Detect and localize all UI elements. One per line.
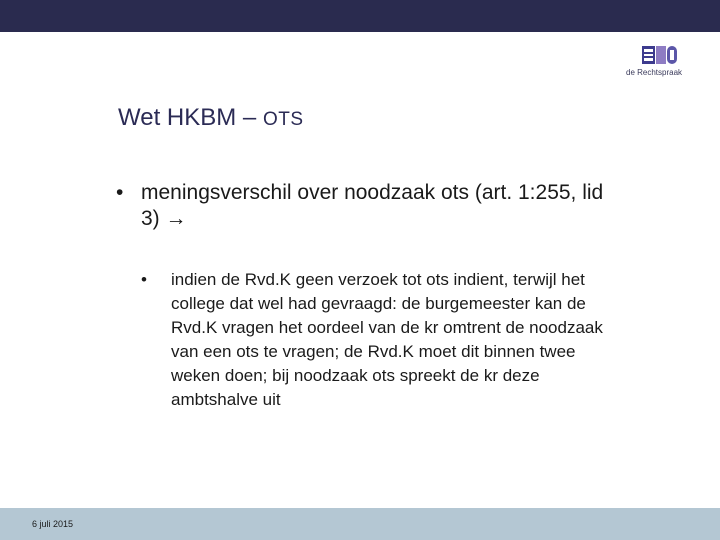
top-bar (0, 0, 720, 32)
slide-title-main: Wet HKBM – (118, 104, 263, 131)
slide-title (118, 104, 304, 132)
bottom-bar (0, 508, 720, 540)
bullet-1-content: meningsverschil over noodzaak ots (art. 1:255, lid 3) (141, 181, 604, 230)
slide-title-sub: OTS (262, 109, 304, 130)
rechtspraak-logo-icon (642, 44, 678, 66)
rechtspraak-logo (622, 44, 694, 80)
bullet-dot: • (116, 181, 124, 204)
bullet-1-text (141, 180, 621, 232)
arrow-right-icon: → (165, 207, 187, 230)
footer-date: 6 juli 2015 (32, 519, 74, 529)
bullet-2-text: indien de Rvd.K geen verzoek tot ots indient, terwijl het college dat wel had gevraagd: de burgemeester kan de Rvd.K vragen het oordeel van de kr omtrent de noodzaak van een ots te vragen; de Rvd.K moet dit binnen twee weken doen; bij noodzaak ots spreekt de kr deze ambtshalve uit (171, 270, 603, 409)
logo-text: de Rechtspraak (626, 68, 683, 77)
bullet-dot: • (141, 270, 147, 289)
